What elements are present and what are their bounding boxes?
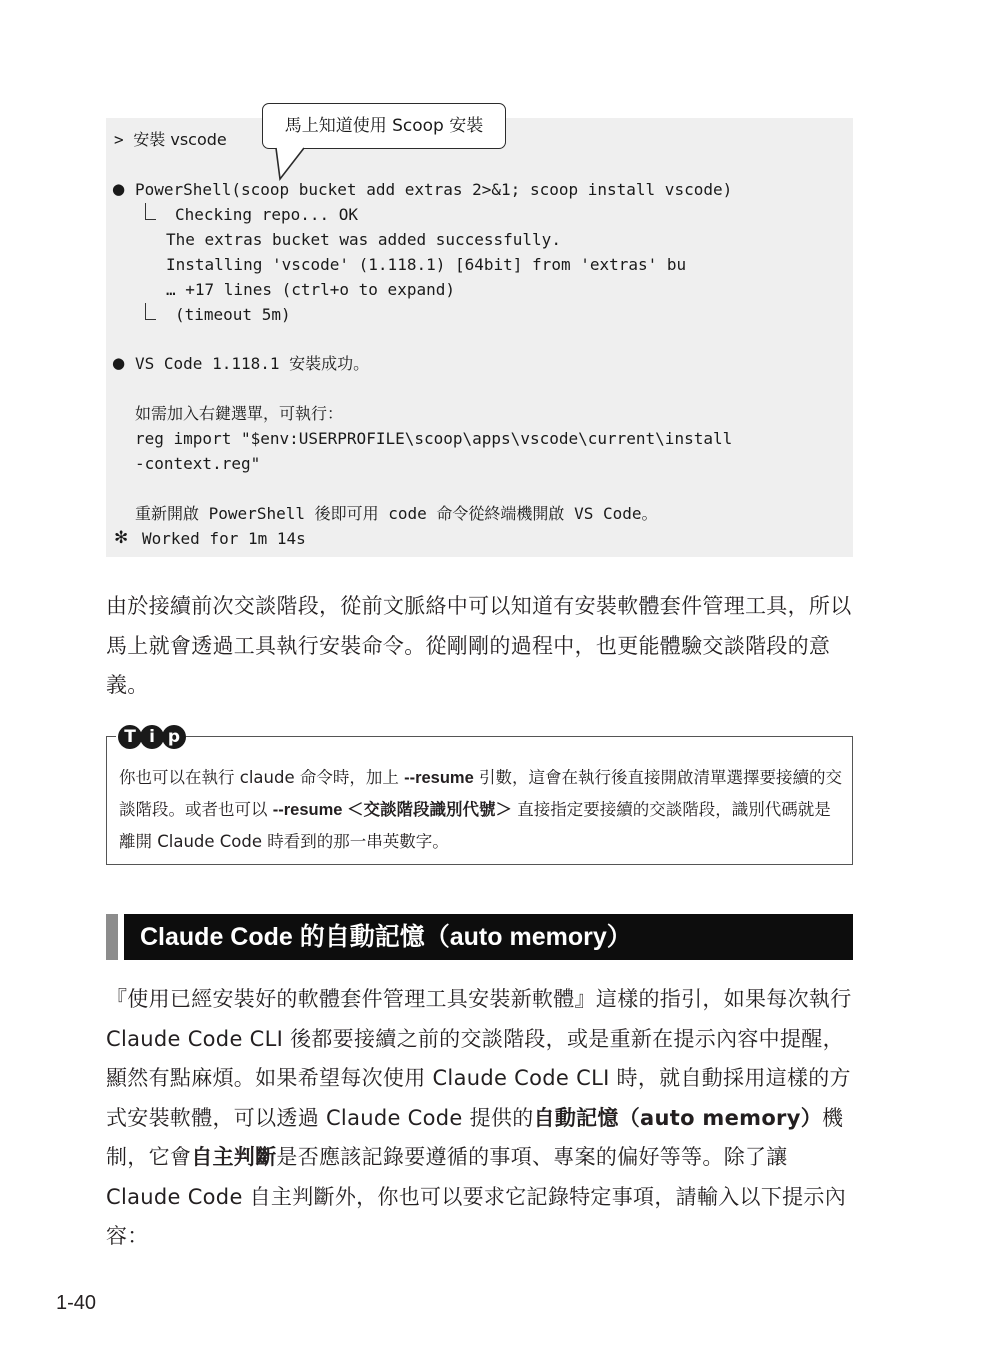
restart-text-3: 後即可用 (314, 504, 379, 523)
body-paragraph (106, 980, 854, 1257)
tree-branch-icon (145, 303, 156, 320)
output-line: … +17 lines (ctrl+o to expand) (166, 280, 455, 299)
context-note: 如需加入右鍵選單，可執行： (135, 404, 344, 423)
context-note-line (135, 404, 343, 424)
tip-text-part1: 你也可以在執行 claude 命令時，加上 (119, 768, 405, 787)
reg-line-1: reg import "$env:USERPROFILE\scoop\apps\vscode\current\install (135, 429, 733, 448)
tip-flag-resume: --resume (404, 769, 474, 787)
tip-letter-i-icon: i (140, 725, 164, 749)
result-prefix: VS Code 1.118.1 (135, 354, 290, 373)
tree-branch-icon (145, 203, 156, 220)
callout-bubble (262, 103, 506, 149)
paragraph-text-part1: 『使用已經安裝好的軟體套件管理工具安裝新軟體』這樣的指引，如果每次執行 Claude Code CLI 後都要接續之前的交談階段，或是重新在提示內容中提醒，顯然有點麻煩。如果希望每次使用 Claude Code CLI 時，就自動採用這樣的方式安裝軟體，可以透過 Claude Code 提供的 (106, 987, 852, 1130)
tool-call-line: PowerShell(scoop bucket add extras 2>&1; scoop install vscode) (135, 180, 733, 199)
prompt-marker: > (114, 130, 124, 149)
result-suffix: 安裝成功。 (289, 354, 370, 373)
bullet-icon: ● (112, 354, 126, 372)
asterisk-icon: ✻ (114, 528, 129, 548)
section-heading-bar (124, 914, 853, 960)
callout-text: 馬上知道使用 Scoop 安裝 (284, 116, 484, 136)
restart-line (135, 504, 658, 524)
section-heading: Claude Code 的自動記憶（auto memory） (140, 923, 632, 951)
body-paragraph: 由於接續前次交談階段，從前文脈絡中可以知道有安裝軟體套件管理工具，所以馬上就會透過工具執行安裝命令。從剛剛的過程中，也更能體驗交談階段的意義。 (106, 594, 852, 697)
restart-text-4: code (378, 504, 437, 523)
tip-text-part2: 引數，這會在執行後直接開啟清單選擇要接續的交談階段。或者也可以 (119, 768, 843, 819)
output-line: The extras bucket was added successfully. (166, 230, 561, 249)
bullet-icon: ● (112, 180, 126, 198)
tip-flag-resume-id: --resume ＜交談階段識別代號＞ (272, 801, 513, 819)
worked-line: Worked for 1m 14s (142, 529, 306, 548)
heading-accent-bar (106, 914, 118, 960)
output-line: Installing 'vscode' (1.118.1) [64bit] from 'extras' bu (166, 255, 687, 274)
bold-term-self-judgment: 自主判斷 (191, 1145, 277, 1169)
tip-badge (116, 725, 186, 751)
prompt-line (114, 130, 227, 150)
prompt-text: 安裝 vscode (133, 130, 227, 149)
result-line (135, 354, 369, 374)
bold-term-auto-memory: 自動記憶（auto memory） (533, 1105, 822, 1130)
tip-text (119, 762, 847, 857)
timeout-line: (timeout 5m) (175, 305, 291, 324)
paragraph-text-part3: 是否應該記錄要遵循的事項、專案的偏好等等。除了讓 Claude Code 自主判斷外，你也可以要求它記錄特定事項，請輸入以下提示內容： (106, 1145, 847, 1248)
paragraph-text-part2: 機制，它會 (106, 1105, 844, 1169)
callout-tail-icon (274, 147, 314, 181)
restart-text-1: 重新開啟 (135, 504, 200, 523)
restart-text-6: VS Code。 (564, 504, 658, 523)
restart-text-5: 命令從終端機開啟 (436, 504, 565, 523)
tip-letter-t-icon: T (118, 725, 142, 749)
output-line: Checking repo... OK (175, 205, 359, 224)
reg-line-2: -context.reg" (135, 454, 261, 473)
page-number: 1-40 (56, 1292, 97, 1314)
restart-text-2: PowerShell (199, 504, 315, 523)
tip-letter-p-icon: p (162, 725, 186, 749)
tip-text-part3: 直接指定要接續的交談階段，識別代碼就是離開 Claude Code 時看到的那一串英數字。 (119, 800, 831, 851)
